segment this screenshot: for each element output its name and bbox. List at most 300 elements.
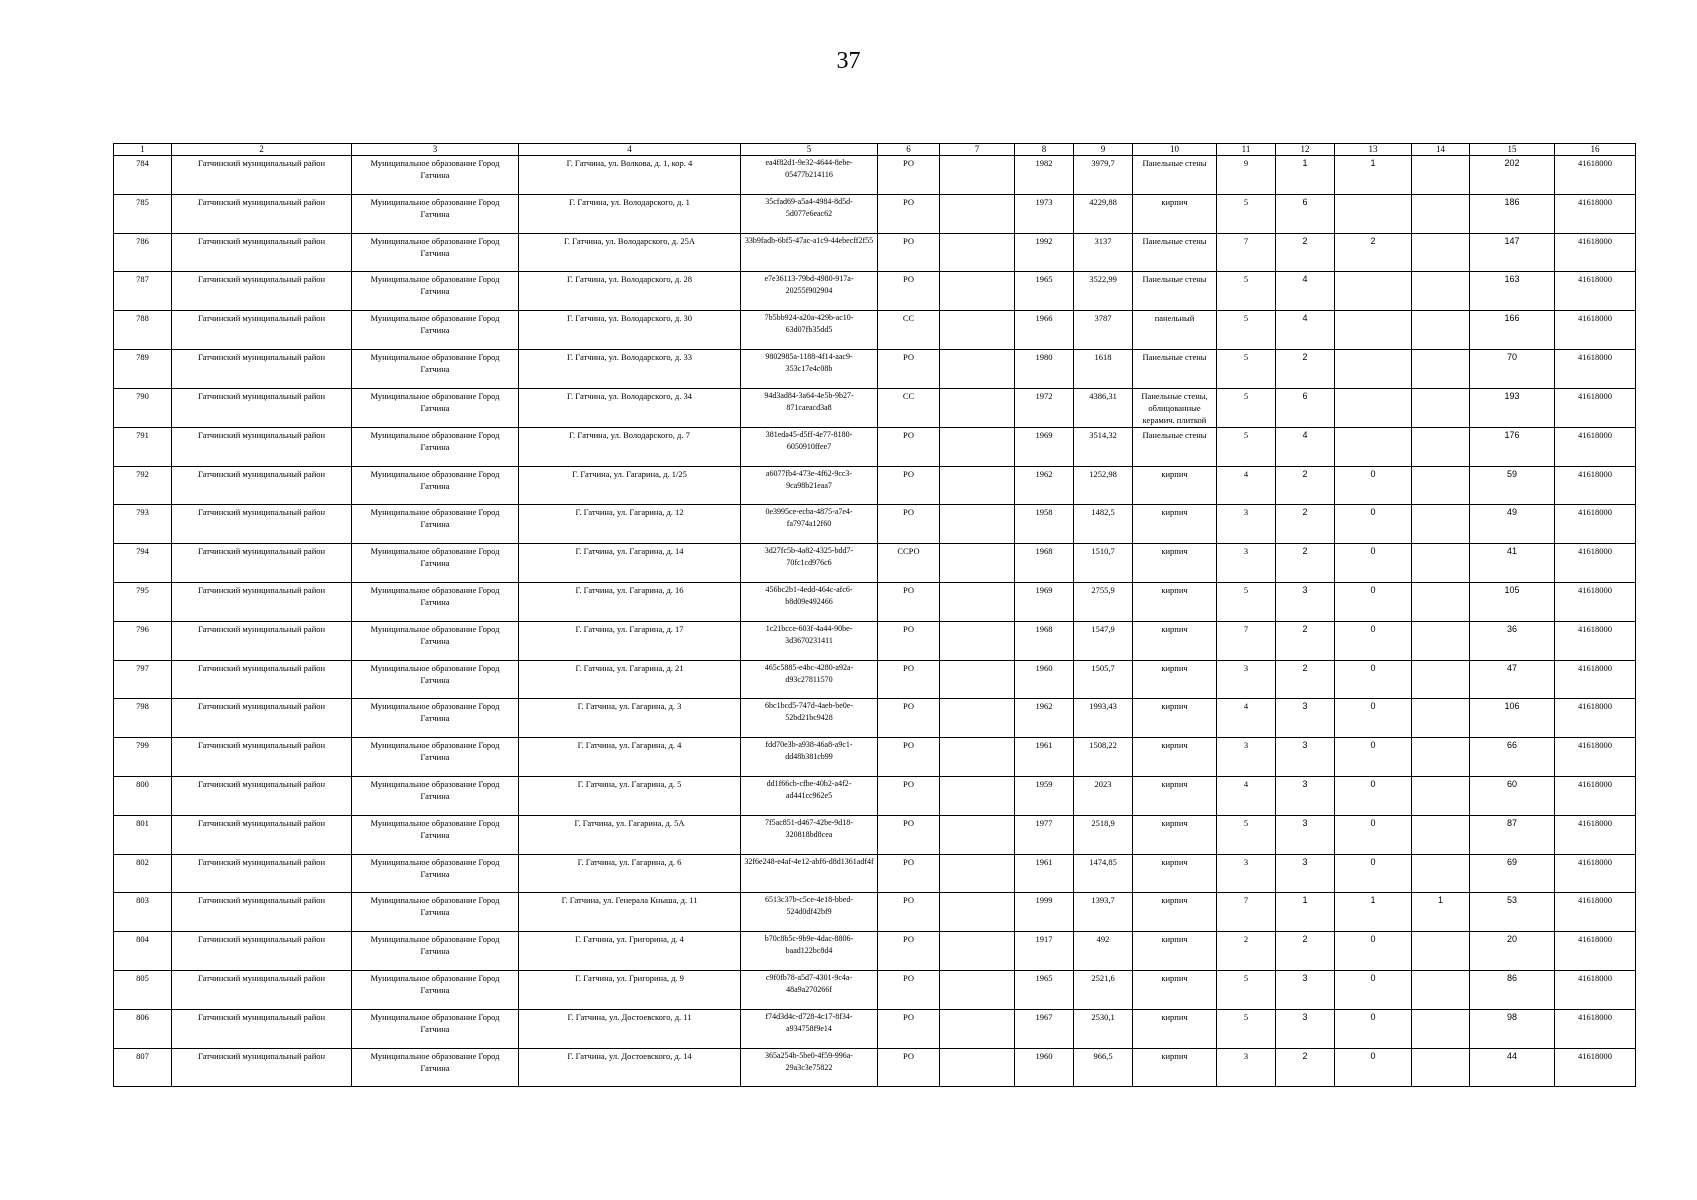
cell-house-code: 35cfad69-a5a4-4984-8d5d-5d077e6eac62 xyxy=(741,194,878,233)
cell-house-code: 465c5885-e4bc-4280-a92a-d93c27811570 xyxy=(741,660,878,699)
cell-row-number: 793 xyxy=(114,505,172,544)
cell-address: Г. Гатчина, ул. Гагарина, д. 17 xyxy=(519,621,741,660)
cell-floors: 4 xyxy=(1217,699,1276,738)
cell-management-type: РО xyxy=(878,738,940,777)
cell-col-14 xyxy=(1412,1048,1470,1087)
cell-total-area: 1505,7 xyxy=(1074,660,1133,699)
cell-management-type: РО xyxy=(878,854,940,893)
cell-address: Г. Гатчина, ул. Володарского, д. 34 xyxy=(519,388,741,427)
cell-house-code: c9f0fb78-a5d7-4301-9c4a-48a9a270266f xyxy=(741,970,878,1009)
cell-col-7 xyxy=(940,544,1015,583)
cell-col-7 xyxy=(940,854,1015,893)
cell-address: Г. Гатчина, ул. Гагарина, д. 12 xyxy=(519,505,741,544)
cell-col-7 xyxy=(940,156,1015,195)
cell-col-13: 0 xyxy=(1335,544,1412,583)
cell-wall-material: Панельные стены xyxy=(1133,156,1217,195)
cell-total-area: 1993,43 xyxy=(1074,699,1133,738)
cell-entrances: 2 xyxy=(1276,1048,1335,1087)
cell-entrances: 2 xyxy=(1276,660,1335,699)
cell-entrances: 3 xyxy=(1276,1009,1335,1048)
cell-year-built: 1960 xyxy=(1015,1048,1074,1087)
cell-address: Г. Гатчина, ул. Гагарина, д. 3 xyxy=(519,699,741,738)
cell-management-type: СС xyxy=(878,311,940,350)
cell-municipality: Муниципальное образование Город Гатчина xyxy=(352,156,519,195)
cell-oktmo-code: 41618000 xyxy=(1555,1048,1636,1087)
cell-col-13: 0 xyxy=(1335,1009,1412,1048)
column-header-9: 9 xyxy=(1074,144,1133,156)
cell-residents: 86 xyxy=(1470,970,1555,1009)
cell-house-code: 6bc1bcd5-747d-4aeb-be0e-52bd21bc9428 xyxy=(741,699,878,738)
cell-year-built: 1965 xyxy=(1015,272,1074,311)
cell-wall-material: кирпич xyxy=(1133,1048,1217,1087)
cell-address: Г. Гатчина, ул. Григорина, д. 9 xyxy=(519,970,741,1009)
cell-col-7 xyxy=(940,932,1015,971)
cell-municipality: Муниципальное образование Город Гатчина xyxy=(352,233,519,272)
cell-municipality: Муниципальное образование Город Гатчина xyxy=(352,776,519,815)
cell-entrances: 4 xyxy=(1276,427,1335,466)
cell-year-built: 1965 xyxy=(1015,970,1074,1009)
cell-address: Г. Гатчина, ул. Волкова, д. 1, кор. 4 xyxy=(519,156,741,195)
cell-management-type: РО xyxy=(878,233,940,272)
table-row xyxy=(114,970,1636,1009)
cell-entrances: 3 xyxy=(1276,776,1335,815)
cell-total-area: 492 xyxy=(1074,932,1133,971)
cell-management-type: РО xyxy=(878,932,940,971)
cell-address: Г. Гатчина, ул. Володарского, д. 33 xyxy=(519,349,741,388)
cell-residents: 69 xyxy=(1470,854,1555,893)
column-header-16: 16 xyxy=(1555,144,1636,156)
cell-col-14: 1 xyxy=(1412,893,1470,932)
column-header-15: 15 xyxy=(1470,144,1555,156)
cell-house-code: fdd70e3b-a938-46a8-a9c1-dd48b381cb99 xyxy=(741,738,878,777)
cell-district: Гатчинский муниципальный район xyxy=(172,738,352,777)
cell-floors: 3 xyxy=(1217,660,1276,699)
cell-management-type: ССРО xyxy=(878,544,940,583)
cell-floors: 5 xyxy=(1217,1009,1276,1048)
cell-col-13: 0 xyxy=(1335,970,1412,1009)
cell-floors: 5 xyxy=(1217,815,1276,854)
cell-col-14 xyxy=(1412,738,1470,777)
cell-col-13: 0 xyxy=(1335,660,1412,699)
table-row xyxy=(114,699,1636,738)
cell-municipality: Муниципальное образование Город Гатчина xyxy=(352,544,519,583)
cell-municipality: Муниципальное образование Город Гатчина xyxy=(352,854,519,893)
cell-entrances: 4 xyxy=(1276,272,1335,311)
cell-total-area: 2530,1 xyxy=(1074,1009,1133,1048)
cell-floors: 3 xyxy=(1217,505,1276,544)
cell-col-14 xyxy=(1412,854,1470,893)
cell-management-type: РО xyxy=(878,1009,940,1048)
cell-row-number: 794 xyxy=(114,544,172,583)
cell-municipality: Муниципальное образование Город Гатчина xyxy=(352,388,519,427)
cell-district: Гатчинский муниципальный район xyxy=(172,815,352,854)
cell-col-13: 0 xyxy=(1335,776,1412,815)
table-row xyxy=(114,505,1636,544)
cell-col-13: 0 xyxy=(1335,738,1412,777)
table-row xyxy=(114,544,1636,583)
cell-management-type: РО xyxy=(878,776,940,815)
cell-management-type: РО xyxy=(878,156,940,195)
cell-total-area: 3787 xyxy=(1074,311,1133,350)
cell-floors: 5 xyxy=(1217,311,1276,350)
cell-management-type: РО xyxy=(878,349,940,388)
cell-col-13: 1 xyxy=(1335,156,1412,195)
cell-municipality: Муниципальное образование Город Гатчина xyxy=(352,815,519,854)
cell-col-13: 1 xyxy=(1335,893,1412,932)
cell-house-code: 32f6e248-e4af-4e12-abf6-d8d1361adf4f xyxy=(741,854,878,893)
cell-row-number: 802 xyxy=(114,854,172,893)
cell-district: Гатчинский муниципальный район xyxy=(172,311,352,350)
cell-address: Г. Гатчина, ул. Генерала Кныша, д. 11 xyxy=(519,893,741,932)
cell-col-14 xyxy=(1412,233,1470,272)
cell-wall-material: Панельные стены xyxy=(1133,272,1217,311)
cell-wall-material: кирпич xyxy=(1133,854,1217,893)
cell-oktmo-code: 41618000 xyxy=(1555,233,1636,272)
cell-col-13: 0 xyxy=(1335,932,1412,971)
cell-row-number: 800 xyxy=(114,776,172,815)
cell-row-number: 804 xyxy=(114,932,172,971)
table-row xyxy=(114,1048,1636,1087)
table-row xyxy=(114,388,1636,427)
cell-floors: 5 xyxy=(1217,388,1276,427)
cell-residents: 106 xyxy=(1470,699,1555,738)
cell-wall-material: кирпич xyxy=(1133,699,1217,738)
cell-total-area: 4229,88 xyxy=(1074,194,1133,233)
cell-municipality: Муниципальное образование Город Гатчина xyxy=(352,970,519,1009)
cell-entrances: 3 xyxy=(1276,854,1335,893)
cell-col-7 xyxy=(940,738,1015,777)
column-header-1: 1 xyxy=(114,144,172,156)
cell-col-14 xyxy=(1412,582,1470,621)
cell-col-7 xyxy=(940,272,1015,311)
cell-col-13: 0 xyxy=(1335,621,1412,660)
table-row xyxy=(114,311,1636,350)
cell-col-13 xyxy=(1335,388,1412,427)
column-header-8: 8 xyxy=(1015,144,1074,156)
cell-row-number: 803 xyxy=(114,893,172,932)
cell-total-area: 1252,98 xyxy=(1074,466,1133,505)
cell-col-7 xyxy=(940,466,1015,505)
cell-oktmo-code: 41618000 xyxy=(1555,272,1636,311)
cell-management-type: РО xyxy=(878,505,940,544)
cell-residents: 66 xyxy=(1470,738,1555,777)
cell-municipality: Муниципальное образование Город Гатчина xyxy=(352,738,519,777)
cell-municipality: Муниципальное образование Город Гатчина xyxy=(352,272,519,311)
column-header-7: 7 xyxy=(940,144,1015,156)
cell-wall-material: кирпич xyxy=(1133,893,1217,932)
cell-row-number: 786 xyxy=(114,233,172,272)
cell-address: Г. Гатчина, ул. Гагарина, д. 6 xyxy=(519,854,741,893)
cell-wall-material: Панельные стены xyxy=(1133,427,1217,466)
cell-oktmo-code: 41618000 xyxy=(1555,1009,1636,1048)
cell-oktmo-code: 41618000 xyxy=(1555,388,1636,427)
cell-col-7 xyxy=(940,660,1015,699)
cell-oktmo-code: 41618000 xyxy=(1555,156,1636,195)
table-row xyxy=(114,272,1636,311)
cell-municipality: Муниципальное образование Город Гатчина xyxy=(352,893,519,932)
cell-col-7 xyxy=(940,505,1015,544)
cell-col-14 xyxy=(1412,349,1470,388)
cell-house-code: dd1f66cb-cfbe-40b2-a4f2-ad441cc962e5 xyxy=(741,776,878,815)
cell-year-built: 1977 xyxy=(1015,815,1074,854)
cell-row-number: 788 xyxy=(114,311,172,350)
cell-district: Гатчинский муниципальный район xyxy=(172,194,352,233)
cell-residents: 176 xyxy=(1470,427,1555,466)
cell-district: Гатчинский муниципальный район xyxy=(172,1048,352,1087)
cell-floors: 5 xyxy=(1217,582,1276,621)
cell-col-14 xyxy=(1412,194,1470,233)
cell-house-code: 7f5ac851-d467-42be-9d18-320818bd8cea xyxy=(741,815,878,854)
cell-row-number: 792 xyxy=(114,466,172,505)
cell-municipality: Муниципальное образование Город Гатчина xyxy=(352,582,519,621)
cell-municipality: Муниципальное образование Город Гатчина xyxy=(352,349,519,388)
cell-year-built: 1992 xyxy=(1015,233,1074,272)
cell-col-13: 0 xyxy=(1335,466,1412,505)
cell-residents: 20 xyxy=(1470,932,1555,971)
cell-year-built: 1967 xyxy=(1015,1009,1074,1048)
cell-col-7 xyxy=(940,970,1015,1009)
cell-residents: 60 xyxy=(1470,776,1555,815)
cell-district: Гатчинский муниципальный район xyxy=(172,427,352,466)
cell-house-code: 0e3995ce-ecba-4875-a7e4-fa7974a12f60 xyxy=(741,505,878,544)
cell-col-14 xyxy=(1412,776,1470,815)
cell-house-code: ea4f82d1-9e32-4644-8ebe-05477b214116 xyxy=(741,156,878,195)
table-row xyxy=(114,893,1636,932)
cell-col-13: 0 xyxy=(1335,582,1412,621)
cell-oktmo-code: 41618000 xyxy=(1555,544,1636,583)
cell-oktmo-code: 41618000 xyxy=(1555,854,1636,893)
cell-residents: 53 xyxy=(1470,893,1555,932)
cell-total-area: 3137 xyxy=(1074,233,1133,272)
cell-residents: 193 xyxy=(1470,388,1555,427)
cell-year-built: 1962 xyxy=(1015,699,1074,738)
cell-entrances: 2 xyxy=(1276,466,1335,505)
cell-col-7 xyxy=(940,1009,1015,1048)
cell-residents: 41 xyxy=(1470,544,1555,583)
cell-col-7 xyxy=(940,776,1015,815)
cell-oktmo-code: 41618000 xyxy=(1555,893,1636,932)
cell-col-13: 0 xyxy=(1335,505,1412,544)
cell-col-7 xyxy=(940,233,1015,272)
cell-year-built: 1961 xyxy=(1015,854,1074,893)
cell-district: Гатчинский муниципальный район xyxy=(172,466,352,505)
cell-floors: 3 xyxy=(1217,738,1276,777)
cell-col-14 xyxy=(1412,660,1470,699)
cell-col-13 xyxy=(1335,349,1412,388)
cell-floors: 3 xyxy=(1217,1048,1276,1087)
cell-oktmo-code: 41618000 xyxy=(1555,660,1636,699)
cell-wall-material: кирпич xyxy=(1133,544,1217,583)
cell-year-built: 1958 xyxy=(1015,505,1074,544)
cell-wall-material: кирпич xyxy=(1133,621,1217,660)
cell-house-code: 94d3ad84-3a64-4e5b-9b27-871caeacd3a8 xyxy=(741,388,878,427)
cell-wall-material: Панельные стены xyxy=(1133,233,1217,272)
cell-wall-material: кирпич xyxy=(1133,194,1217,233)
cell-residents: 47 xyxy=(1470,660,1555,699)
cell-year-built: 1968 xyxy=(1015,621,1074,660)
cell-col-7 xyxy=(940,893,1015,932)
cell-col-14 xyxy=(1412,272,1470,311)
cell-col-13: 0 xyxy=(1335,854,1412,893)
cell-wall-material: кирпич xyxy=(1133,932,1217,971)
cell-management-type: РО xyxy=(878,466,940,505)
cell-col-7 xyxy=(940,194,1015,233)
cell-entrances: 4 xyxy=(1276,311,1335,350)
cell-house-code: 7b5bb924-a20a-429b-ac10-63d07fb35dd5 xyxy=(741,311,878,350)
column-number-row xyxy=(114,144,1636,156)
cell-year-built: 1999 xyxy=(1015,893,1074,932)
cell-house-code: f74d3d4c-d728-4c17-8f34-a934758f9e14 xyxy=(741,1009,878,1048)
cell-oktmo-code: 41618000 xyxy=(1555,738,1636,777)
cell-floors: 3 xyxy=(1217,854,1276,893)
cell-entrances: 1 xyxy=(1276,156,1335,195)
cell-col-14 xyxy=(1412,505,1470,544)
cell-row-number: 791 xyxy=(114,427,172,466)
cell-house-code: 33b9fadb-6bf5-47ac-a1c9-44ebecff2f55 xyxy=(741,233,878,272)
cell-col-7 xyxy=(940,427,1015,466)
cell-district: Гатчинский муниципальный район xyxy=(172,272,352,311)
housing-register-table xyxy=(113,143,1636,1087)
cell-district: Гатчинский муниципальный район xyxy=(172,660,352,699)
cell-col-7 xyxy=(940,582,1015,621)
cell-floors: 5 xyxy=(1217,349,1276,388)
cell-district: Гатчинский муниципальный район xyxy=(172,893,352,932)
cell-col-7 xyxy=(940,815,1015,854)
cell-year-built: 1917 xyxy=(1015,932,1074,971)
column-header-4: 4 xyxy=(519,144,741,156)
cell-col-7 xyxy=(940,388,1015,427)
cell-municipality: Муниципальное образование Город Гатчина xyxy=(352,194,519,233)
column-header-6: 6 xyxy=(878,144,940,156)
cell-total-area: 3522,99 xyxy=(1074,272,1133,311)
cell-total-area: 1510,7 xyxy=(1074,544,1133,583)
cell-col-13 xyxy=(1335,311,1412,350)
cell-col-14 xyxy=(1412,699,1470,738)
column-header-10: 10 xyxy=(1133,144,1217,156)
cell-municipality: Муниципальное образование Город Гатчина xyxy=(352,1009,519,1048)
cell-oktmo-code: 41618000 xyxy=(1555,466,1636,505)
cell-entrances: 3 xyxy=(1276,582,1335,621)
cell-residents: 105 xyxy=(1470,582,1555,621)
cell-col-7 xyxy=(940,699,1015,738)
cell-year-built: 1982 xyxy=(1015,156,1074,195)
cell-col-7 xyxy=(940,311,1015,350)
cell-residents: 163 xyxy=(1470,272,1555,311)
cell-address: Г. Гатчина, ул. Володарского, д. 30 xyxy=(519,311,741,350)
cell-address: Г. Гатчина, ул. Гагарина, д. 5 xyxy=(519,776,741,815)
cell-wall-material: кирпич xyxy=(1133,505,1217,544)
cell-residents: 44 xyxy=(1470,1048,1555,1087)
cell-total-area: 1482,5 xyxy=(1074,505,1133,544)
cell-management-type: РО xyxy=(878,1048,940,1087)
cell-col-13: 0 xyxy=(1335,815,1412,854)
cell-oktmo-code: 41618000 xyxy=(1555,932,1636,971)
cell-col-14 xyxy=(1412,815,1470,854)
cell-total-area: 1474,85 xyxy=(1074,854,1133,893)
column-header-12: 12 xyxy=(1276,144,1335,156)
cell-col-13 xyxy=(1335,194,1412,233)
cell-residents: 70 xyxy=(1470,349,1555,388)
cell-total-area: 4386,31 xyxy=(1074,388,1133,427)
cell-address: Г. Гатчина, ул. Гагарина, д. 21 xyxy=(519,660,741,699)
cell-wall-material: Панельные стены, облицованные керамич. плиткой xyxy=(1133,388,1217,427)
cell-row-number: 787 xyxy=(114,272,172,311)
cell-oktmo-code: 41618000 xyxy=(1555,427,1636,466)
cell-municipality: Муниципальное образование Город Гатчина xyxy=(352,699,519,738)
cell-municipality: Муниципальное образование Город Гатчина xyxy=(352,505,519,544)
cell-management-type: РО xyxy=(878,815,940,854)
cell-address: Г. Гатчина, ул. Достоевского, д. 14 xyxy=(519,1048,741,1087)
cell-total-area: 1508,22 xyxy=(1074,738,1133,777)
cell-wall-material: кирпич xyxy=(1133,466,1217,505)
cell-district: Гатчинский муниципальный район xyxy=(172,970,352,1009)
cell-col-14 xyxy=(1412,1009,1470,1048)
cell-address: Г. Гатчина, ул. Гагарина, д. 16 xyxy=(519,582,741,621)
cell-year-built: 1960 xyxy=(1015,660,1074,699)
cell-col-14 xyxy=(1412,621,1470,660)
cell-district: Гатчинский муниципальный район xyxy=(172,932,352,971)
cell-district: Гатчинский муниципальный район xyxy=(172,388,352,427)
cell-municipality: Муниципальное образование Город Гатчина xyxy=(352,311,519,350)
cell-district: Гатчинский муниципальный район xyxy=(172,854,352,893)
cell-col-14 xyxy=(1412,932,1470,971)
cell-floors: 5 xyxy=(1217,427,1276,466)
cell-floors: 5 xyxy=(1217,272,1276,311)
cell-management-type: РО xyxy=(878,427,940,466)
cell-oktmo-code: 41618000 xyxy=(1555,505,1636,544)
cell-oktmo-code: 41618000 xyxy=(1555,582,1636,621)
cell-col-7 xyxy=(940,1048,1015,1087)
cell-entrances: 2 xyxy=(1276,932,1335,971)
cell-house-code: 1c21bcce-603f-4a44-90be-3d3670231411 xyxy=(741,621,878,660)
cell-col-7 xyxy=(940,621,1015,660)
cell-wall-material: кирпич xyxy=(1133,815,1217,854)
table-row xyxy=(114,932,1636,971)
cell-total-area: 1618 xyxy=(1074,349,1133,388)
column-header-2: 2 xyxy=(172,144,352,156)
cell-residents: 147 xyxy=(1470,233,1555,272)
cell-year-built: 1980 xyxy=(1015,349,1074,388)
cell-col-14 xyxy=(1412,388,1470,427)
cell-row-number: 801 xyxy=(114,815,172,854)
cell-residents: 202 xyxy=(1470,156,1555,195)
cell-management-type: РО xyxy=(878,660,940,699)
cell-wall-material: Панельные стены xyxy=(1133,349,1217,388)
cell-address: Г. Гатчина, ул. Достоевского, д. 11 xyxy=(519,1009,741,1048)
cell-year-built: 1968 xyxy=(1015,544,1074,583)
column-header-13: 13 xyxy=(1335,144,1412,156)
cell-floors: 7 xyxy=(1217,233,1276,272)
cell-floors: 4 xyxy=(1217,776,1276,815)
cell-district: Гатчинский муниципальный район xyxy=(172,699,352,738)
cell-total-area: 1547,9 xyxy=(1074,621,1133,660)
cell-floors: 5 xyxy=(1217,194,1276,233)
cell-residents: 186 xyxy=(1470,194,1555,233)
cell-address: Г. Гатчина, ул. Гагарина, д. 14 xyxy=(519,544,741,583)
cell-entrances: 6 xyxy=(1276,194,1335,233)
cell-year-built: 1961 xyxy=(1015,738,1074,777)
cell-floors: 7 xyxy=(1217,621,1276,660)
cell-row-number: 797 xyxy=(114,660,172,699)
cell-management-type: РО xyxy=(878,272,940,311)
cell-wall-material: кирпич xyxy=(1133,582,1217,621)
cell-entrances: 2 xyxy=(1276,233,1335,272)
cell-entrances: 6 xyxy=(1276,388,1335,427)
cell-address: Г. Гатчина, ул. Володарского, д. 7 xyxy=(519,427,741,466)
cell-district: Гатчинский муниципальный район xyxy=(172,233,352,272)
table-row xyxy=(114,233,1636,272)
cell-house-code: 365a254b-5be0-4f59-996a-29a3c3e75822 xyxy=(741,1048,878,1087)
